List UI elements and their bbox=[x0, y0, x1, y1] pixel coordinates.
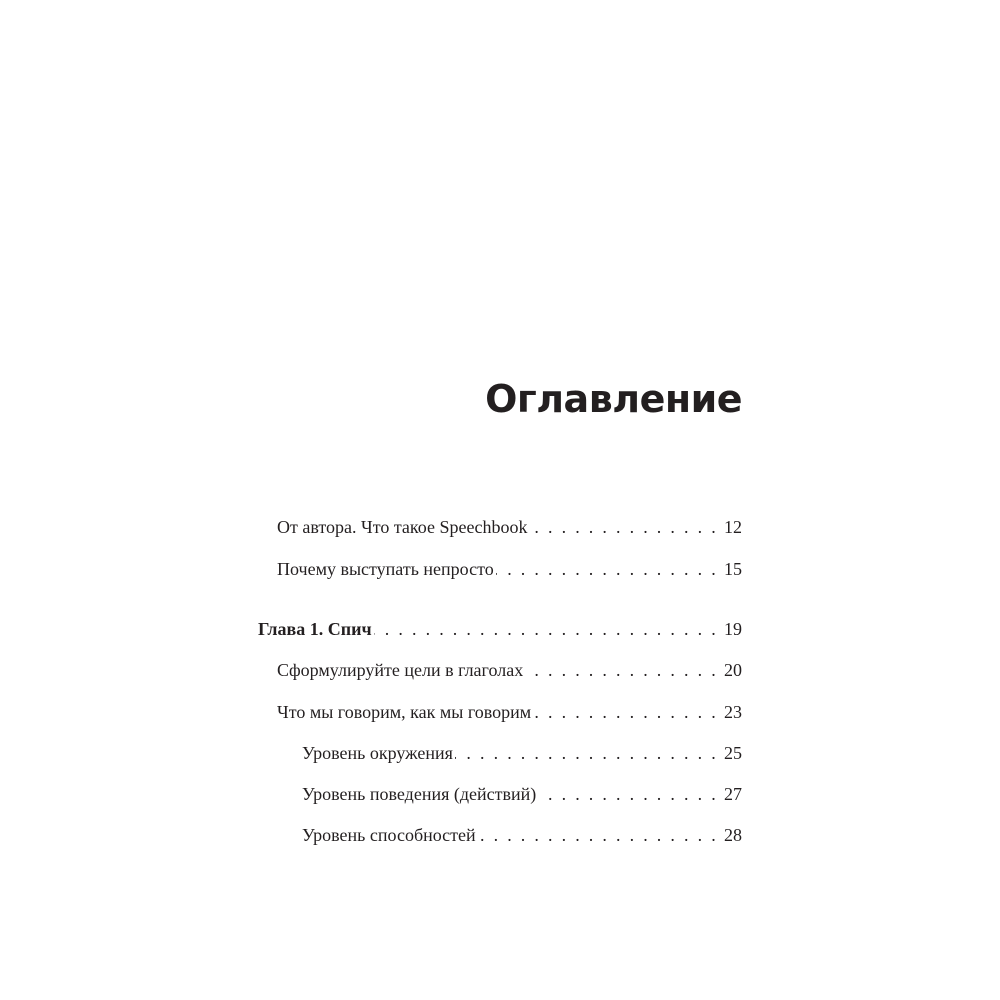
toc-entry-title: Сформулируйте цели в глаголах bbox=[277, 660, 524, 680]
toc-entry[interactable] bbox=[277, 515, 742, 539]
toc-entry[interactable] bbox=[277, 700, 742, 724]
toc-subentry[interactable] bbox=[302, 823, 742, 847]
toc-entry-title: Уровень способностей bbox=[302, 825, 476, 845]
toc-entry-title: Что мы говорим, как мы говорим bbox=[277, 702, 532, 722]
page-title: Оглавление bbox=[485, 377, 742, 421]
toc-entry-page: 19 bbox=[724, 619, 742, 639]
toc-entry-page: 28 bbox=[724, 825, 742, 845]
toc-entry-page: 27 bbox=[724, 784, 742, 804]
dot-leader bbox=[455, 741, 718, 765]
toc-entry-page: 23 bbox=[724, 702, 742, 722]
toc-entry-page: 12 bbox=[724, 517, 742, 537]
dot-leader bbox=[374, 617, 718, 641]
dot-leader bbox=[533, 700, 718, 724]
toc-entry-page: 20 bbox=[724, 660, 742, 680]
dot-leader bbox=[529, 515, 718, 539]
toc-entry-title: Почему выступать непросто bbox=[277, 559, 494, 579]
toc-entry[interactable] bbox=[277, 557, 742, 581]
toc-entry-page: 25 bbox=[724, 743, 742, 763]
dot-leader bbox=[525, 658, 718, 682]
toc-entry-title: Уровень окружения bbox=[302, 743, 453, 763]
dot-leader bbox=[496, 557, 718, 581]
toc-entry-page: 15 bbox=[724, 559, 742, 579]
toc-subentry[interactable] bbox=[302, 741, 742, 765]
dot-leader bbox=[538, 782, 718, 806]
toc-entry-title: От автора. Что такое Speechbook bbox=[277, 517, 528, 537]
toc-chapter-entry[interactable] bbox=[258, 617, 742, 641]
toc-entry-title: Уровень поведения (действий) bbox=[302, 784, 537, 804]
dot-leader bbox=[478, 823, 718, 847]
toc-subentry[interactable] bbox=[302, 782, 742, 806]
toc-entry-title: Глава 1. Спич bbox=[258, 619, 372, 639]
toc-entry[interactable] bbox=[277, 658, 742, 682]
